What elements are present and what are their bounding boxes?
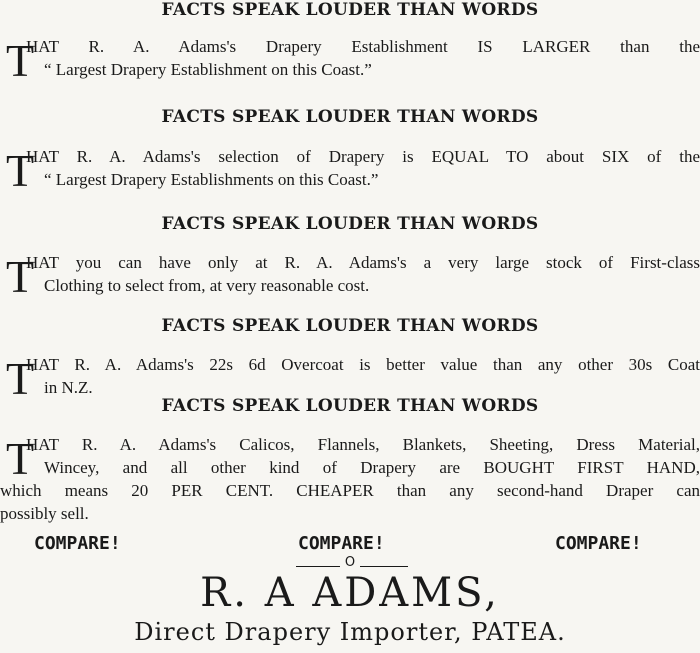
section-body-5 [0,433,700,525]
section-3-line-1: HAT you can have only at R. A. Adams's a very large stock of First-class [26,253,700,272]
drop-cap-1: T [6,35,35,86]
drop-cap-4: T [6,353,35,404]
drop-cap-5: T [6,433,35,484]
section-heading-3: FACTS SPEAK LOUDER THAN WORDS [161,214,539,234]
section-body-4 [4,353,700,404]
drop-cap-3: T [6,251,35,302]
rule-left [296,566,340,567]
section-heading-1: FACTS SPEAK LOUDER THAN WORDS [161,0,539,20]
section-5-line-1: HAT R. A. Adams's Calicos, Flannels, Blankets, Sheeting, Dress Material, [26,435,700,454]
drop-cap-2: T [6,145,35,196]
section-5-line-4: possibly sell. [0,504,89,523]
section-heading-2: FACTS SPEAK LOUDER THAN WORDS [161,107,539,127]
section-3-line-2: Clothing to select from, at very reasonable cost. [44,276,370,295]
section-2-line-2: “ Largest Drapery Establishments on this Coast.” [44,170,379,189]
section-1-line-1: HAT R. A. Adams's Drapery Establishment IS LARGER than the [26,37,700,56]
rule-right [360,566,408,567]
section-5-line-2: Wincey, and all other kind of Drapery are BOUGHT FIRST HAND, [44,458,700,477]
merchant-tagline: Direct Drapery Importer, PATEA. [134,618,566,646]
ornament-mark: O [344,555,356,570]
section-body-2 [4,145,700,196]
merchant-name: R. A ADAMS, [200,570,500,616]
compare-center: COMPARE! [298,533,385,554]
section-2-line-1: HAT R. A. Adams's selection of Drapery is EQUAL TO about SIX of the [26,147,700,166]
section-body-1 [4,35,700,86]
section-heading-4: FACTS SPEAK LOUDER THAN WORDS [161,316,539,336]
section-4-line-2: in N.Z. [44,378,93,397]
section-body-3 [4,251,700,302]
section-4-line-1: HAT R. A. Adams's 22s 6d Overcoat is better value than any other 30s Coat [26,355,700,374]
section-1-line-2: “ Largest Drapery Establishment on this Coast.” [44,60,372,79]
compare-left: COMPARE! [34,533,121,554]
compare-right: COMPARE! [555,533,642,554]
section-5-line-3: which means 20 PER CENT. CHEAPER than any second-hand Draper can [0,481,700,500]
compare-row [0,533,700,557]
section-heading-5: FACTS SPEAK LOUDER THAN WORDS [161,396,539,416]
